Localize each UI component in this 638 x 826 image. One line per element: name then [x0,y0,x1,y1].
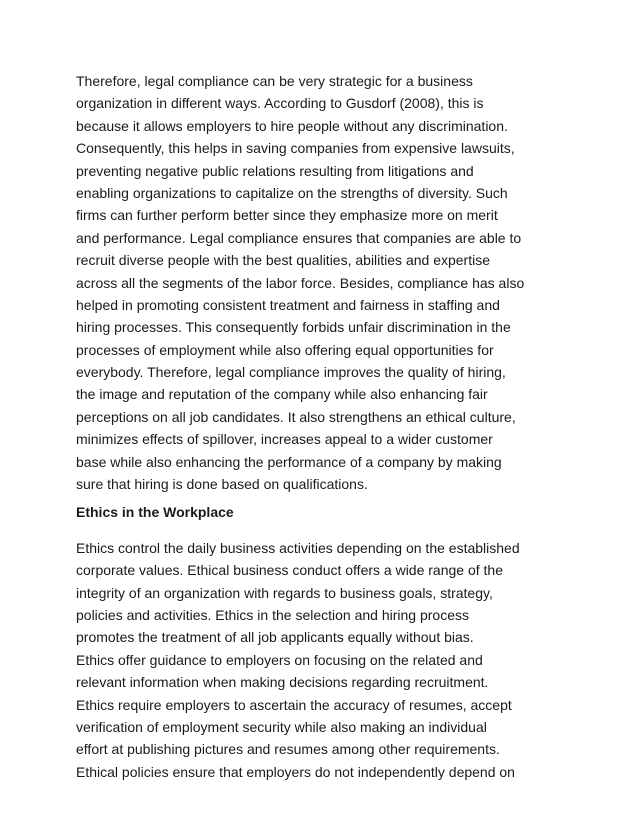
text-line: firms can further perform better since they emphasize more on merit [76,207,498,224]
text-line: Ethics offer guidance to employers on focusing on the related and [76,651,483,668]
paragraph-ethics [76,537,566,783]
paragraph-legal-compliance [76,70,566,495]
text-line: Consequently, this helps in saving companies from expensive lawsuits, [76,140,515,157]
text-line: Ethics control the daily business activities depending on the established [76,539,520,556]
text-line: the image and reputation of the company while also enhancing fair [76,386,488,403]
text-line: policies and activities. Ethics in the selection and hiring process [76,606,469,623]
text-line: recruit diverse people with the best qualities, abilities and expertise [76,252,491,269]
text-line: because it allows employers to hire people without any discrimination. [76,117,508,134]
text-line: corporate values. Ethical business conduct offers a wide range of the [76,562,503,579]
text-line: enabling organizations to capitalize on the strengths of diversity. Such [76,184,508,201]
text-line: effort at publishing pictures and resumes among other requirements. [76,741,500,758]
text-line: relevant information when making decisions regarding recruitment. [76,674,489,691]
text-line: Ethical policies ensure that employers do not independently depend on [76,763,515,780]
document-content [76,70,566,783]
text-line: verification of employment security while also making an individual [76,718,487,735]
section-heading: Ethics in the Workplace [76,504,234,521]
text-line: base while also enhancing the performance of a company by making [76,453,502,470]
text-line: Ethics require employers to ascertain the accuracy of resumes, accept [76,696,512,713]
text-line: Therefore, legal compliance can be very strategic for a business [76,73,473,89]
text-line: perceptions on all job candidates. It also strengthens an ethical culture, [76,408,516,425]
text-line: processes of employment while also offering equal opportunities for [76,341,494,358]
text-line: preventing negative public relations resulting from litigations and [76,162,474,179]
text-line: everybody. Therefore, legal compliance improves the quality of hiring, [76,364,506,381]
text-line: promotes the treatment of all job applicants equally without bias. [76,629,474,646]
text-line: and performance. Legal compliance ensures that companies are able to [76,229,522,246]
text-line: integrity of an organization with regards to business goals, strategy, [76,584,493,601]
text-line: minimizes effects of spillover, increases appeal to a wider customer [76,431,493,448]
text-line: sure that hiring is done based on qualifications. [76,476,368,493]
text-line: organization in different ways. According to Gusdorf (2008), this is [76,95,484,112]
text-line: hiring processes. This consequently forbids unfair discrimination in the [76,319,511,336]
text-line: across all the segments of the labor force. Besides, compliance has also [76,274,525,291]
text-line: helped in promoting consistent treatment and fairness in staffing and [76,296,500,313]
